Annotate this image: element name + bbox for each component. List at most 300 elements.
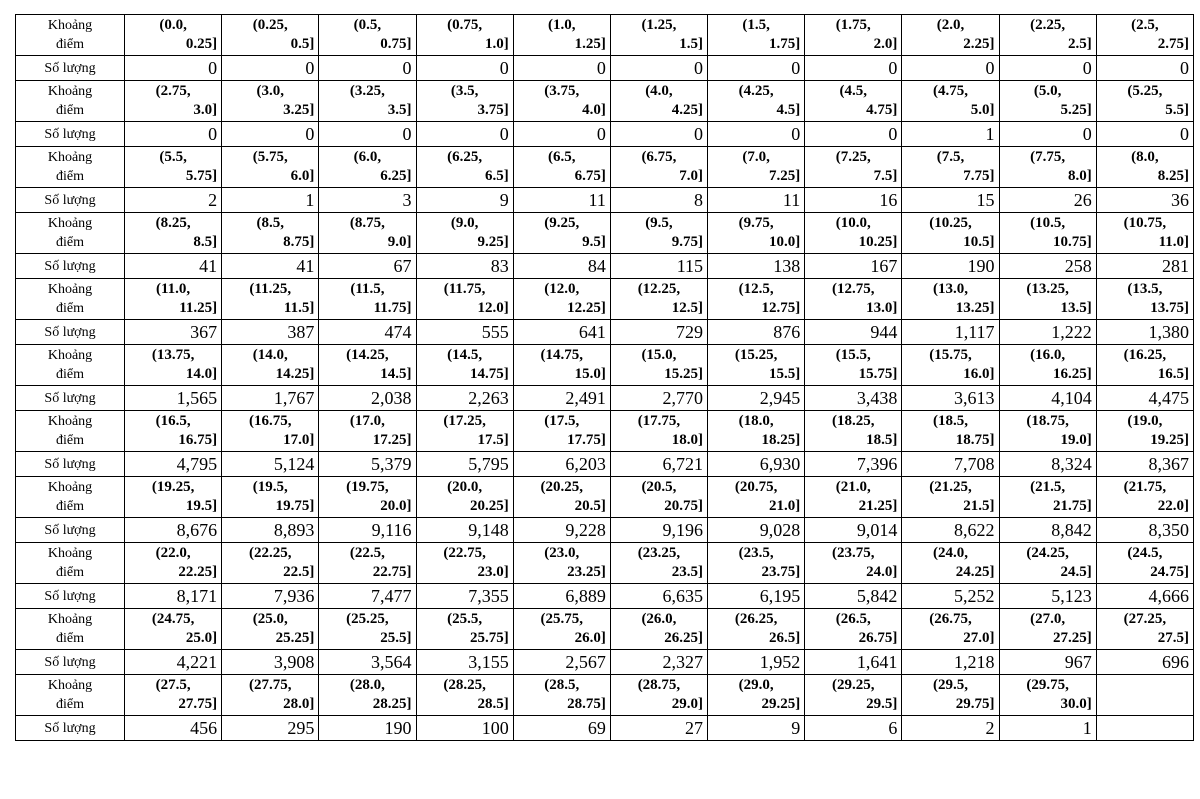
range-cell <box>319 609 416 650</box>
range-cell <box>610 543 707 584</box>
range-upper-bound: 29.25] <box>761 696 801 712</box>
range-lower-bound: (4.0, <box>645 83 673 99</box>
score-distribution-table-container <box>15 14 1194 741</box>
range-lower-bound: (13.5, <box>1127 281 1163 297</box>
range-upper-bound: 13.25] <box>955 300 995 316</box>
range-lower-bound: (2.75, <box>155 83 191 99</box>
range-upper-bound: 8.5] <box>193 234 218 250</box>
range-upper-bound: 3.75] <box>477 102 509 118</box>
range-cell <box>513 543 610 584</box>
range-upper-bound: 1.0] <box>484 36 509 52</box>
range-lower-bound: (20.5, <box>641 479 677 495</box>
count-cell: 3,564 <box>319 650 416 675</box>
range-lower-bound: (29.5, <box>932 677 968 693</box>
range-label-line: điểm <box>56 697 84 712</box>
range-lower-bound: (13.0, <box>932 281 968 297</box>
range-cell <box>805 15 902 56</box>
range-label-line: Khoảng <box>47 18 93 33</box>
range-cell <box>708 345 805 386</box>
range-upper-bound: 22.5] <box>283 564 315 580</box>
count-cell: 115 <box>610 254 707 279</box>
range-lower-bound: (18.5, <box>932 413 968 429</box>
count-cell: 9,148 <box>416 518 513 543</box>
range-cell <box>999 147 1096 188</box>
range-upper-bound: 14.75] <box>469 366 509 382</box>
range-lower-bound: (11.25, <box>249 281 292 297</box>
count-cell: 2,770 <box>610 386 707 411</box>
count-cell: 7,708 <box>902 452 999 477</box>
count-cell: 190 <box>902 254 999 279</box>
range-cell <box>708 543 805 584</box>
range-upper-bound: 12.0] <box>477 300 509 316</box>
count-row-label: Số lượng <box>16 518 125 543</box>
range-cell <box>1096 543 1193 584</box>
range-label-line: điểm <box>56 631 84 646</box>
range-lower-bound: (10.0, <box>835 215 871 231</box>
range-upper-bound: 15.5] <box>768 366 801 382</box>
range-upper-bound: 25.25] <box>275 630 315 646</box>
range-cell <box>319 543 416 584</box>
range-lower-bound: (18.25, <box>832 413 875 429</box>
count-cell: 3,155 <box>416 650 513 675</box>
range-row <box>16 279 1194 320</box>
range-lower-bound: (23.5, <box>738 545 774 561</box>
range-cell <box>805 675 902 716</box>
range-cell <box>319 15 416 56</box>
range-lower-bound: (24.75, <box>151 611 195 627</box>
range-upper-bound: 25.5] <box>380 630 412 646</box>
range-lower-bound: (15.75, <box>929 347 972 363</box>
range-lower-bound: (12.75, <box>832 281 875 297</box>
range-upper-bound: 19.75] <box>275 498 315 514</box>
range-cell <box>416 345 513 386</box>
range-upper-bound: 16.5] <box>1157 366 1189 382</box>
range-lower-bound: (14.25, <box>346 347 389 363</box>
range-lower-bound: (0.0, <box>159 17 187 33</box>
range-cell <box>708 213 805 254</box>
count-cell: 41 <box>125 254 222 279</box>
range-lower-bound: (2.5, <box>1131 17 1159 33</box>
count-cell: 8,350 <box>1096 518 1193 543</box>
range-upper-bound: 8.75] <box>283 234 315 250</box>
range-cell <box>416 477 513 518</box>
count-cell: 0 <box>999 122 1096 147</box>
range-upper-bound: 5.5] <box>1165 102 1189 118</box>
count-cell: 0 <box>902 56 999 81</box>
range-lower-bound: (16.0, <box>1030 347 1066 363</box>
range-cell <box>805 213 902 254</box>
range-label-line: Khoảng <box>47 216 93 231</box>
range-lower-bound: (15.5, <box>835 347 871 363</box>
range-cell <box>513 411 610 452</box>
range-upper-bound: 26.75] <box>858 630 898 646</box>
range-upper-bound: 2.0] <box>873 36 898 52</box>
count-cell: 6,930 <box>708 452 805 477</box>
count-cell: 15 <box>902 188 999 213</box>
range-cell <box>1096 147 1193 188</box>
range-upper-bound: 4.0] <box>582 102 606 118</box>
count-cell: 0 <box>125 56 222 81</box>
range-cell <box>999 345 1096 386</box>
range-upper-bound: 10.25] <box>858 234 898 250</box>
range-lower-bound: (29.25, <box>832 677 875 693</box>
range-lower-bound: (26.5, <box>835 611 871 627</box>
range-upper-bound: 26.0] <box>574 630 606 646</box>
range-cell <box>708 477 805 518</box>
range-upper-bound: 0.5] <box>290 36 315 52</box>
range-lower-bound: (18.75, <box>1026 413 1069 429</box>
count-cell: 729 <box>610 320 707 345</box>
range-cell <box>902 411 999 452</box>
range-cell <box>513 15 610 56</box>
range-cell <box>999 81 1096 122</box>
range-cell <box>610 81 707 122</box>
count-cell: 100 <box>416 716 513 741</box>
range-upper-bound: 13.0] <box>866 300 898 316</box>
count-cell <box>1096 716 1193 741</box>
range-upper-bound: 26.5] <box>768 630 801 646</box>
count-cell: 1,380 <box>1096 320 1193 345</box>
range-cell <box>125 675 222 716</box>
range-lower-bound: (14.75, <box>540 347 584 363</box>
count-cell: 281 <box>1096 254 1193 279</box>
count-cell: 387 <box>222 320 319 345</box>
range-cell <box>222 279 319 320</box>
range-cell <box>513 213 610 254</box>
count-cell: 6,635 <box>610 584 707 609</box>
score-distribution-table <box>15 14 1194 741</box>
range-lower-bound: (5.5, <box>159 149 187 165</box>
range-lower-bound: (20.75, <box>734 479 778 495</box>
range-upper-bound: 3.5] <box>387 102 412 118</box>
count-row-label: Số lượng <box>16 716 125 741</box>
range-cell <box>513 279 610 320</box>
range-upper-bound: 14.25] <box>275 366 315 382</box>
range-row <box>16 675 1194 716</box>
range-upper-bound: 12.75] <box>761 300 801 316</box>
count-cell: 167 <box>805 254 902 279</box>
count-cell: 2,567 <box>513 650 610 675</box>
range-lower-bound: (22.25, <box>249 545 292 561</box>
range-upper-bound: 16.0] <box>963 366 995 382</box>
range-cell <box>805 543 902 584</box>
range-cell <box>125 147 222 188</box>
range-lower-bound: (7.0, <box>742 149 770 165</box>
count-cell: 967 <box>999 650 1096 675</box>
count-row <box>16 584 1194 609</box>
range-upper-bound: 21.25] <box>858 498 898 514</box>
range-row-label <box>16 543 125 584</box>
range-upper-bound: 18.0] <box>671 432 704 448</box>
range-lower-bound: (23.25, <box>637 545 681 561</box>
range-upper-bound: 25.75] <box>469 630 509 646</box>
count-cell: 6,889 <box>513 584 610 609</box>
range-label-line: Khoảng <box>47 678 93 693</box>
count-cell: 5,795 <box>416 452 513 477</box>
range-lower-bound: (26.0, <box>641 611 677 627</box>
range-cell <box>1096 609 1193 650</box>
range-lower-bound: (19.25, <box>151 479 195 495</box>
range-upper-bound: 19.0] <box>1060 432 1092 448</box>
range-lower-bound: (28.5, <box>544 677 580 693</box>
range-cell <box>902 345 999 386</box>
count-cell: 2,327 <box>610 650 707 675</box>
count-cell: 0 <box>610 56 707 81</box>
range-lower-bound: (6.25, <box>447 149 483 165</box>
range-upper-bound: 11.0] <box>1158 234 1189 250</box>
count-cell: 4,795 <box>125 452 222 477</box>
range-cell <box>1096 213 1193 254</box>
count-cell: 0 <box>708 122 805 147</box>
range-upper-bound: 3.0] <box>193 102 218 118</box>
range-lower-bound: (17.5, <box>544 413 580 429</box>
range-cell <box>125 477 222 518</box>
range-upper-bound: 16.25] <box>1052 366 1092 382</box>
range-upper-bound: 27.5] <box>1157 630 1189 646</box>
range-upper-bound: 20.25] <box>469 498 509 514</box>
range-cell <box>416 213 513 254</box>
range-cell <box>610 15 707 56</box>
count-cell: 8 <box>610 188 707 213</box>
range-lower-bound: (8.5, <box>256 215 284 231</box>
count-cell: 27 <box>610 716 707 741</box>
count-cell: 0 <box>416 122 513 147</box>
count-row-label: Số lượng <box>16 56 125 81</box>
count-cell: 7,396 <box>805 452 902 477</box>
range-lower-bound: (19.0, <box>1127 413 1163 429</box>
range-lower-bound: (24.0, <box>932 545 968 561</box>
count-cell: 9 <box>416 188 513 213</box>
range-upper-bound: 4.75] <box>866 102 898 118</box>
range-upper-bound: 20.5] <box>574 498 606 514</box>
range-cell <box>610 213 707 254</box>
range-cell <box>610 675 707 716</box>
count-cell: 138 <box>708 254 805 279</box>
range-cell <box>319 477 416 518</box>
range-cell <box>222 81 319 122</box>
range-lower-bound: (27.25, <box>1123 611 1167 627</box>
count-cell: 696 <box>1096 650 1193 675</box>
range-lower-bound: (20.25, <box>540 479 584 495</box>
count-cell: 0 <box>1096 122 1193 147</box>
range-row <box>16 147 1194 188</box>
range-lower-bound: (2.25, <box>1030 17 1066 33</box>
range-lower-bound: (24.5, <box>1127 545 1163 561</box>
range-upper-bound: 2.25] <box>963 36 995 52</box>
range-row-label <box>16 147 125 188</box>
range-upper-bound: 12.5] <box>671 300 704 316</box>
range-lower-bound: (14.5, <box>447 347 483 363</box>
range-upper-bound: 22.0] <box>1157 498 1189 514</box>
count-cell: 2,491 <box>513 386 610 411</box>
range-row <box>16 543 1194 584</box>
range-lower-bound: (15.0, <box>641 347 677 363</box>
range-cell <box>999 411 1096 452</box>
count-cell: 2 <box>902 716 999 741</box>
count-cell: 0 <box>1096 56 1193 81</box>
count-cell: 456 <box>125 716 222 741</box>
range-cell <box>222 543 319 584</box>
range-label-line: điểm <box>56 103 84 118</box>
range-upper-bound: 9.25] <box>477 234 509 250</box>
count-cell: 0 <box>222 56 319 81</box>
count-cell: 3,908 <box>222 650 319 675</box>
range-cell <box>902 213 999 254</box>
range-upper-bound: 8.0] <box>1067 168 1092 184</box>
range-cell <box>513 345 610 386</box>
range-label-line: điểm <box>56 433 84 448</box>
count-cell: 8,171 <box>125 584 222 609</box>
range-cell <box>902 609 999 650</box>
count-cell: 258 <box>999 254 1096 279</box>
range-cell <box>513 675 610 716</box>
range-label-line: điểm <box>56 169 84 184</box>
range-lower-bound: (14.0, <box>252 347 288 363</box>
range-lower-bound: (5.0, <box>1033 83 1062 99</box>
range-lower-bound: (25.75, <box>540 611 584 627</box>
range-lower-bound: (11.75, <box>443 281 486 297</box>
range-upper-bound: 2.75] <box>1157 36 1189 52</box>
range-upper-bound: 20.75] <box>664 498 704 514</box>
range-lower-bound: (26.75, <box>929 611 972 627</box>
range-upper-bound: 7.25] <box>768 168 801 184</box>
range-cell <box>708 147 805 188</box>
count-row <box>16 56 1194 81</box>
range-upper-bound: 29.0] <box>671 696 704 712</box>
range-label-line: Khoảng <box>47 150 93 165</box>
range-cell <box>902 147 999 188</box>
range-cell <box>708 81 805 122</box>
count-row-label: Số lượng <box>16 122 125 147</box>
range-upper-bound: 6.0] <box>290 168 315 184</box>
range-upper-bound: 23.0] <box>477 564 509 580</box>
range-row <box>16 609 1194 650</box>
range-cell <box>805 609 902 650</box>
range-upper-bound: 16.75] <box>178 432 218 448</box>
count-cell: 2,263 <box>416 386 513 411</box>
count-cell: 0 <box>708 56 805 81</box>
count-cell: 1,222 <box>999 320 1096 345</box>
count-row <box>16 320 1194 345</box>
range-lower-bound: (12.25, <box>637 281 681 297</box>
range-label-line: Khoảng <box>47 612 93 627</box>
range-lower-bound: (15.25, <box>734 347 778 363</box>
range-upper-bound: 11.25] <box>179 300 218 316</box>
range-cell <box>999 213 1096 254</box>
range-lower-bound: (21.5, <box>1030 479 1066 495</box>
range-lower-bound: (12.5, <box>738 281 774 297</box>
range-upper-bound: 15.75] <box>858 366 898 382</box>
count-cell: 944 <box>805 320 902 345</box>
count-cell: 1,117 <box>902 320 999 345</box>
range-cell <box>125 345 222 386</box>
range-cell <box>125 15 222 56</box>
range-row-label <box>16 213 125 254</box>
count-cell: 0 <box>416 56 513 81</box>
range-row-label <box>16 675 125 716</box>
count-cell: 11 <box>708 188 805 213</box>
range-lower-bound: (17.25, <box>443 413 486 429</box>
range-cell <box>708 279 805 320</box>
range-cell <box>319 411 416 452</box>
count-cell: 5,123 <box>999 584 1096 609</box>
count-row-label: Số lượng <box>16 650 125 675</box>
range-cell <box>319 675 416 716</box>
range-lower-bound: (19.5, <box>252 479 288 495</box>
range-lower-bound: (13.25, <box>1026 281 1069 297</box>
range-upper-bound: 7.5] <box>873 168 898 184</box>
range-row-label <box>16 279 125 320</box>
range-upper-bound: 4.5] <box>776 102 801 118</box>
range-lower-bound: (25.25, <box>346 611 389 627</box>
range-upper-bound: 21.5] <box>963 498 995 514</box>
range-lower-bound: (3.0, <box>256 83 284 99</box>
count-cell: 41 <box>222 254 319 279</box>
range-upper-bound: 17.5] <box>477 432 509 448</box>
range-cell <box>805 411 902 452</box>
range-lower-bound: (5.25, <box>1127 83 1163 99</box>
range-lower-bound: (25.5, <box>447 611 483 627</box>
range-upper-bound: 5.0] <box>970 102 995 118</box>
range-cell <box>416 81 513 122</box>
range-upper-bound: 30.0] <box>1060 696 1092 712</box>
count-cell: 1,767 <box>222 386 319 411</box>
range-label-line: điểm <box>56 301 84 316</box>
count-cell: 555 <box>416 320 513 345</box>
range-label-line: Khoảng <box>47 84 93 99</box>
count-cell: 8,842 <box>999 518 1096 543</box>
count-cell: 4,104 <box>999 386 1096 411</box>
range-row-label <box>16 81 125 122</box>
range-label-line: Khoảng <box>47 348 93 363</box>
count-row-label: Số lượng <box>16 584 125 609</box>
range-row-label <box>16 15 125 56</box>
count-cell: 4,221 <box>125 650 222 675</box>
range-lower-bound: (7.5, <box>936 149 965 165</box>
range-lower-bound: (28.0, <box>349 677 385 693</box>
range-upper-bound: 1.25] <box>574 36 606 52</box>
range-cell <box>416 675 513 716</box>
range-upper-bound: 22.25] <box>178 564 218 580</box>
range-label-line: Khoảng <box>47 414 93 429</box>
range-cell <box>708 675 805 716</box>
table-body <box>16 15 1194 741</box>
count-cell: 7,936 <box>222 584 319 609</box>
range-cell <box>513 477 610 518</box>
range-label-line: điểm <box>56 37 84 52</box>
range-label-line: Khoảng <box>47 282 93 297</box>
range-lower-bound: (29.0, <box>738 677 774 693</box>
count-cell: 0 <box>319 122 416 147</box>
range-lower-bound: (18.0, <box>738 413 774 429</box>
count-cell: 474 <box>319 320 416 345</box>
range-upper-bound: 26.25] <box>664 630 704 646</box>
range-cell <box>513 147 610 188</box>
count-cell: 0 <box>319 56 416 81</box>
range-cell <box>125 279 222 320</box>
range-lower-bound: (7.25, <box>835 149 871 165</box>
count-cell: 367 <box>125 320 222 345</box>
range-cell <box>610 411 707 452</box>
range-label-line: điểm <box>56 235 84 250</box>
range-cell <box>222 411 319 452</box>
range-cell <box>416 15 513 56</box>
range-lower-bound: (3.5, <box>450 83 479 99</box>
range-lower-bound: (23.75, <box>832 545 875 561</box>
count-cell: 5,842 <box>805 584 902 609</box>
range-cell <box>999 543 1096 584</box>
range-upper-bound: 28.5] <box>477 696 509 712</box>
